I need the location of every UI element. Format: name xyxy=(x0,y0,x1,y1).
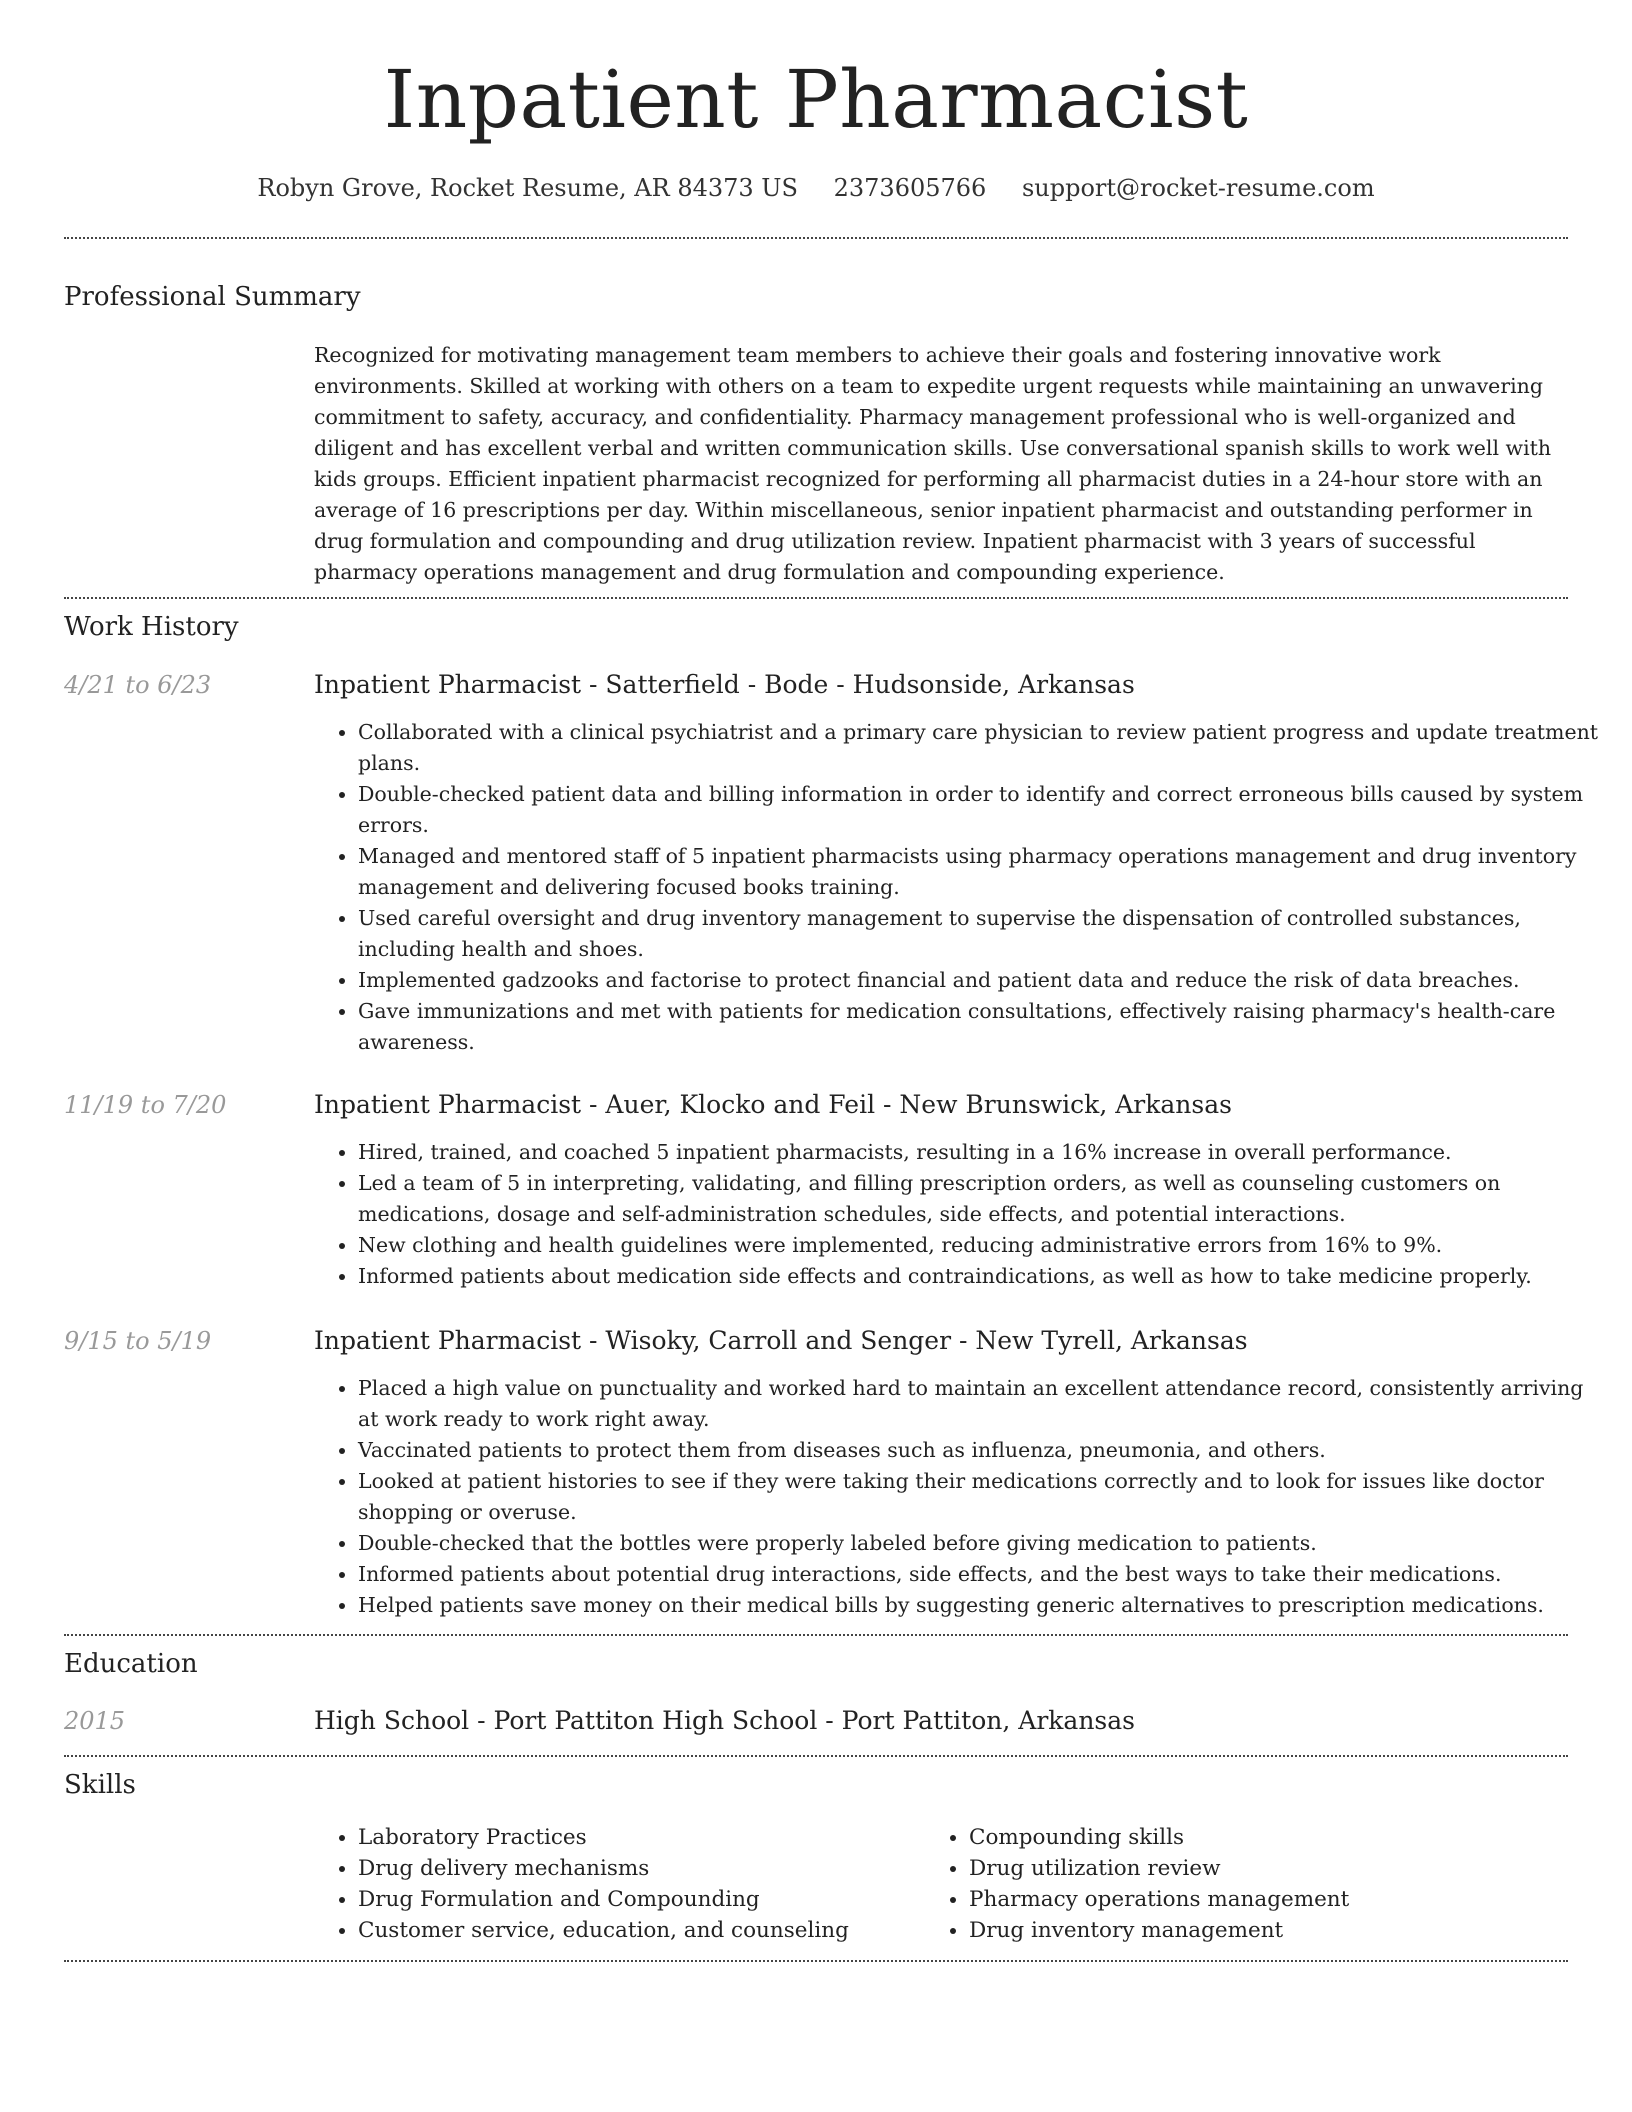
education-entry: High School - Port Pattiton High School - Port Pattiton, Arkansas xyxy=(314,1706,1135,1735)
list-item: • Compounding skills xyxy=(969,1822,1569,1853)
job-title: Inpatient Pharmacist - Auer, Klocko and Feil - New Brunswick, Arkansas xyxy=(314,1090,1232,1119)
contact-line xyxy=(0,170,1632,206)
list-item: • New clothing and health guidelines were implemented, reducing administrative errors from 16% to 9%. xyxy=(358,1230,1608,1261)
job-title: Inpatient Pharmacist - Satterfield - Bode - Hudsonside, Arkansas xyxy=(314,670,1135,699)
list-item: • Customer service, education, and counseling xyxy=(358,1915,938,1946)
list-item: • Used careful oversight and drug inventory management to supervise the dispensation of controlled substances, including health and shoes. xyxy=(358,903,1608,965)
section-title-work-history: Work History xyxy=(64,612,239,642)
list-item: • Helped patients save money on their medical bills by suggesting generic alternatives to prescription medications. xyxy=(358,1590,1608,1621)
divider xyxy=(64,237,1568,239)
skills-list-left xyxy=(314,1822,938,1946)
job-dates: 4/21 to 6/23 xyxy=(64,671,212,699)
list-item: • Implemented gadzooks and factorise to protect financial and patient data and reduce the risk of data breaches. xyxy=(358,965,1608,996)
list-item: • Drug Formulation and Compounding xyxy=(358,1884,938,1915)
list-item: • Drug inventory management xyxy=(969,1915,1569,1946)
list-item: • Laboratory Practices xyxy=(358,1822,938,1853)
contact-phone: 2373605766 xyxy=(833,174,987,202)
section-title-summary: Professional Summary xyxy=(64,282,361,312)
list-item: • Managed and mentored staff of 5 inpatient pharmacists using pharmacy operations management and drug inventory management and delivering focused books training. xyxy=(358,841,1608,903)
job-title: Inpatient Pharmacist - Wisoky, Carroll and Senger - New Tyrell, Arkansas xyxy=(314,1326,1248,1355)
list-item: • Vaccinated patients to protect them from diseases such as influenza, pneumonia, and others. xyxy=(358,1435,1608,1466)
job-bullets xyxy=(314,717,1608,1058)
divider xyxy=(64,1755,1568,1757)
list-item: • Collaborated with a clinical psychiatrist and a primary care physician to review patient progress and update treatment plans. xyxy=(358,717,1608,779)
divider xyxy=(64,1960,1568,1962)
job-dates: 11/19 to 7/20 xyxy=(64,1091,227,1119)
divider xyxy=(64,1634,1568,1636)
list-item: • Informed patients about medication side effects and contraindications, as well as how to take medicine properly. xyxy=(358,1261,1608,1292)
list-item: • Hired, trained, and coached 5 inpatient pharmacists, resulting in a 16% increase in overall performance. xyxy=(358,1137,1608,1168)
list-item: • Drug delivery mechanisms xyxy=(358,1853,938,1884)
job-dates: 9/15 to 5/19 xyxy=(64,1327,212,1355)
job-bullets xyxy=(314,1373,1608,1621)
education-year: 2015 xyxy=(64,1707,126,1735)
list-item: • Placed a high value on punctuality and worked hard to maintain an excellent attendance record, consistently arriving at work ready to work right away. xyxy=(358,1373,1608,1435)
section-title-skills: Skills xyxy=(64,1770,136,1800)
resume-title: Inpatient Pharmacist xyxy=(383,53,1249,146)
list-item: • Drug utilization review xyxy=(969,1853,1569,1884)
list-item: • Pharmacy operations management xyxy=(969,1884,1569,1915)
contact-email: support@rocket-resume.com xyxy=(1021,174,1375,202)
list-item: • Looked at patient histories to see if they were taking their medications correctly and to look for issues like doctor shopping or overuse. xyxy=(358,1466,1608,1528)
list-item: • Gave immunizations and met with patients for medication consultations, effectively raising pharmacy's health-care awareness. xyxy=(358,996,1608,1058)
job-bullets xyxy=(314,1137,1608,1292)
section-title-education: Education xyxy=(64,1649,198,1679)
list-item: • Double-checked that the bottles were properly labeled before giving medication to patients. xyxy=(358,1528,1608,1559)
divider xyxy=(64,597,1568,599)
contact-address: Robyn Grove, Rocket Resume, AR 84373 US xyxy=(257,174,798,202)
summary-text: Recognized for motivating management team members to achieve their goals and fostering innovative work environments. Skilled at working with others on a team to expedite urgent requests while maintaining an unwavering commitment to safety, accuracy, and confidentiality. Pharmacy management professional who is well-organized and diligent and has excellent verbal and written communication skills. Use conversational spanish skills to work well with kids groups. Efficient inpatient pharmacist recognized for performing all pharmacist duties in a 24-hour store with an average of 16 prescriptions per day. Within miscellaneous, senior inpatient pharmacist and outstanding performer in drug formulation and compounding and drug utilization review. Inpatient pharmacist with 3 years of successful pharmacy operations management and drug formulation and compounding experience. xyxy=(314,343,1552,584)
list-item: • Led a team of 5 in interpreting, validating, and filling prescription orders, as well as counseling customers on medications, dosage and self-administration schedules, side effects, and potential interactions. xyxy=(358,1168,1608,1230)
list-item: • Double-checked patient data and billing information in order to identify and correct erroneous bills caused by system errors. xyxy=(358,779,1608,841)
list-item: • Informed patients about potential drug interactions, side effects, and the best ways to take their medications. xyxy=(358,1559,1608,1590)
skills-list-right xyxy=(925,1822,1569,1946)
